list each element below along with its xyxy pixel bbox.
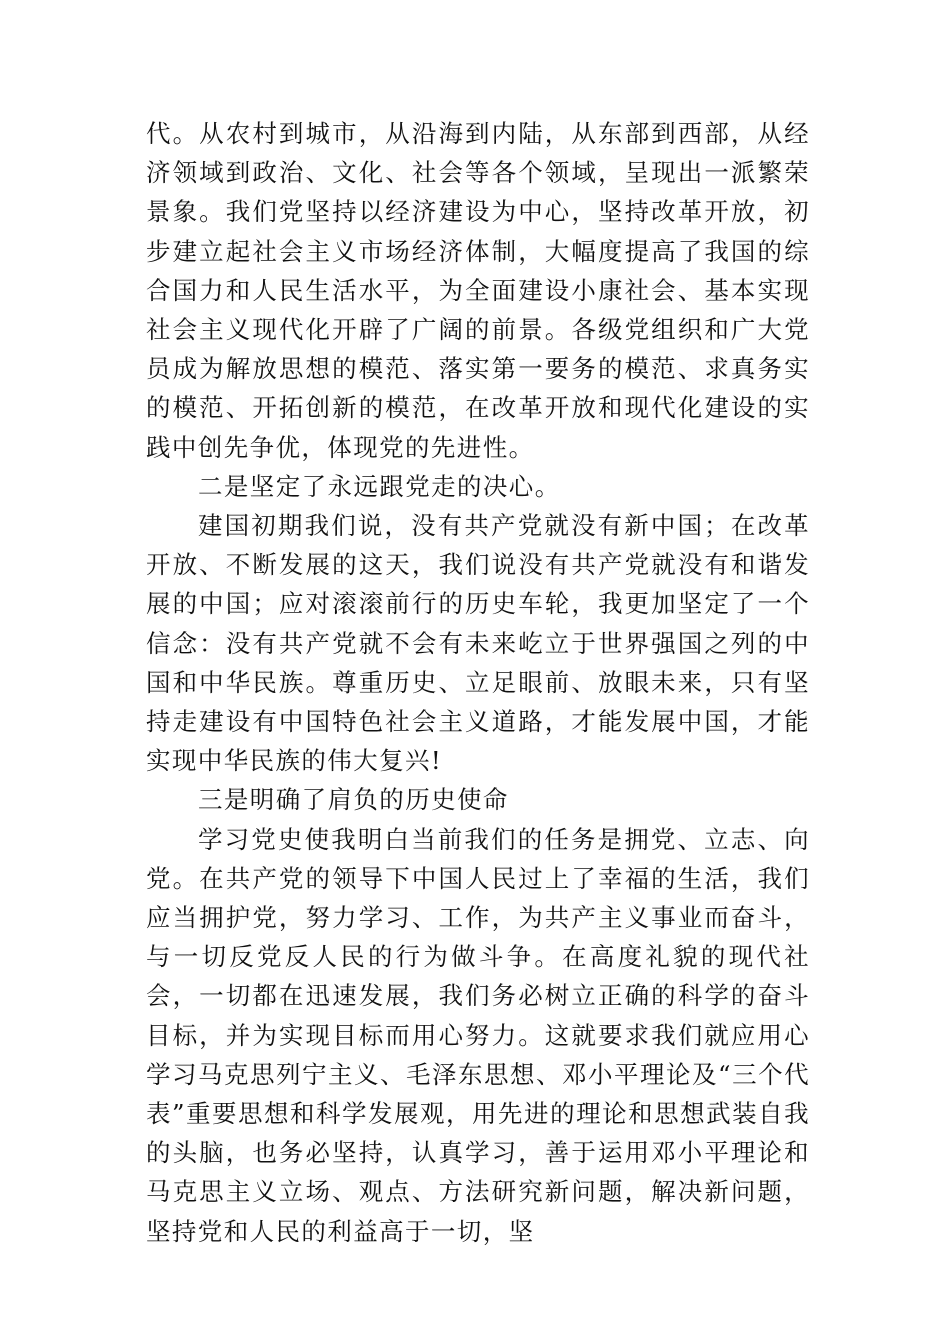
- section-heading-three: 三是明确了肩负的历史使命: [198, 785, 509, 815]
- paragraph-continuation: 代。从农村到城市，从沿海到内陆，从东部到西部，从经济领域到政治、文化、社会等各个领域，呈现出一派繁荣景象。我们党坚持以经济建设为中心，坚持改革开放，初步建立起社会主义市场经济体制，大幅度提高了我国的综合国力和人民生活水平，为全面建设小康社会、基本实现社会主义现代化开辟了广阔的前景。各级党组织和广大党员成为解放思想的模范、落实第一要务的模范、求真务实的模范、开拓创新的模范，在改革开放和现代化建设的实践中创先争优，体现党的先进性。: [146, 119, 810, 462]
- paragraph-body: 学习党史使我明白当前我们的任务是拥党、立志、向党。在共产党的领导下中国人民过上了幸福的生活，我们应当拥护党，努力学习、工作，为共产主义事业而奋斗，与一切反党反人民的行为做斗争。在高度礼貌的现代社会，一切都在迅速发展，我们务必树立正确的科学的奋斗目标，并为实现目标而用心努力。这就要求我们就应用心学习马克思列宁主义、毛泽东思想、邓小平理论及“三个代表”重要思想和科学发展观，用先进的理论和思想武装自我的头脑，也务必坚持，认真学习，善于运用邓小平理论和马克思主义立场、观点、方法研究新问题，解决新问题，坚持党和人民的利益高于一切，坚: [146, 824, 810, 1246]
- paragraph-body: 建国初期我们说，没有共产党就没有新中国；在改革开放、不断发展的这天，我们说没有共产党就没有和谐发展的中国；应对滚滚前行的历史车轮，我更加坚定了一个信念：没有共产党就不会有未来屹立于世界强国之列的中国和中华民族。尊重历史、立足眼前、放眼未来，只有坚持走建设有中国特色社会主义道路，才能发展中国，才能实现中华民族的伟大复兴!: [146, 511, 810, 776]
- section-heading-two: 二是坚定了永远跟党走的决心。: [198, 471, 561, 501]
- document-body: [146, 114, 810, 1251]
